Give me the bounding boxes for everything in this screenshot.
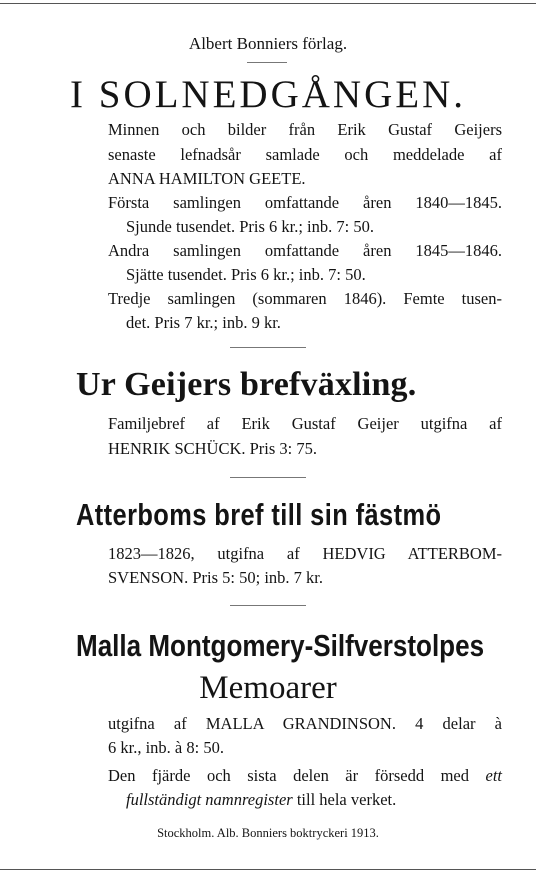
book2-title: Ur Geijers brefväxling.: [76, 366, 417, 403]
book2-line: HENRIK SCHÜCK. Pris 3: 75.: [108, 439, 318, 458]
section-divider: [230, 347, 306, 348]
book4-note-line2: [126, 790, 396, 810]
book4-title: Malla Montgomery-Silfverstolpes: [76, 628, 485, 663]
bottom-border-rule: [0, 869, 536, 870]
book3-line: 1823—1826, utgifna af HEDVIG ATTERBOM-: [108, 544, 502, 563]
book4-line: utgifna af MALLA GRANDINSON. 4 delar à: [108, 714, 502, 733]
book1-line: Första samlingen omfattande åren 1840—1845.: [108, 193, 502, 212]
book4-note-italic: fullständigt namnregister: [126, 790, 293, 809]
book1-title: I SOLNEDGÅNGEN.: [70, 73, 466, 116]
section-divider: [230, 605, 306, 606]
publisher-divider: [247, 62, 287, 63]
book4-line: 6 kr., inb. à 8: 50.: [108, 738, 224, 757]
book4-subtitle: Memoarer: [199, 670, 337, 706]
top-border-rule: [0, 3, 536, 4]
publisher-name: Albert Bonniers förlag.: [188, 34, 348, 53]
book4-note-text: till hela verket.: [296, 790, 397, 809]
section-divider: [230, 477, 306, 478]
book3-line: SVENSON. Pris 5: 50; inb. 7 kr.: [108, 568, 323, 587]
printer-imprint: Stockholm. Alb. Bonniers boktryckeri 1913.: [157, 826, 379, 840]
book1-line: det. Pris 7 kr.; inb. 9 kr.: [126, 313, 281, 332]
book1-line: Minnen och bilder från Erik Gustaf Geijers: [108, 120, 502, 139]
book4-note-italic: ett: [485, 766, 503, 785]
book1-line: Andra samlingen omfattande åren 1845—1846.: [108, 241, 502, 260]
book2-line: Familjebref af Erik Gustaf Geijer utgifna af: [108, 414, 502, 433]
book1-line: Tredje samlingen (sommaren 1846). Femte tusen-: [108, 289, 502, 308]
book1-line: Sjunde tusendet. Pris 6 kr.; inb. 7: 50.: [126, 217, 374, 236]
book1-line: Sjätte tusendet. Pris 6 kr.; inb. 7: 50.: [126, 265, 366, 284]
book4-note-line1: [108, 766, 502, 786]
book1-line: senaste lefnadsår samlade och meddelade af: [108, 145, 502, 164]
book1-author: ANNA HAMILTON GEETE.: [108, 169, 306, 188]
book4-note-text: Den fjärde och sista delen är försedd med: [108, 766, 470, 785]
book3-title: Atterboms bref till sin fästmö: [76, 497, 442, 532]
